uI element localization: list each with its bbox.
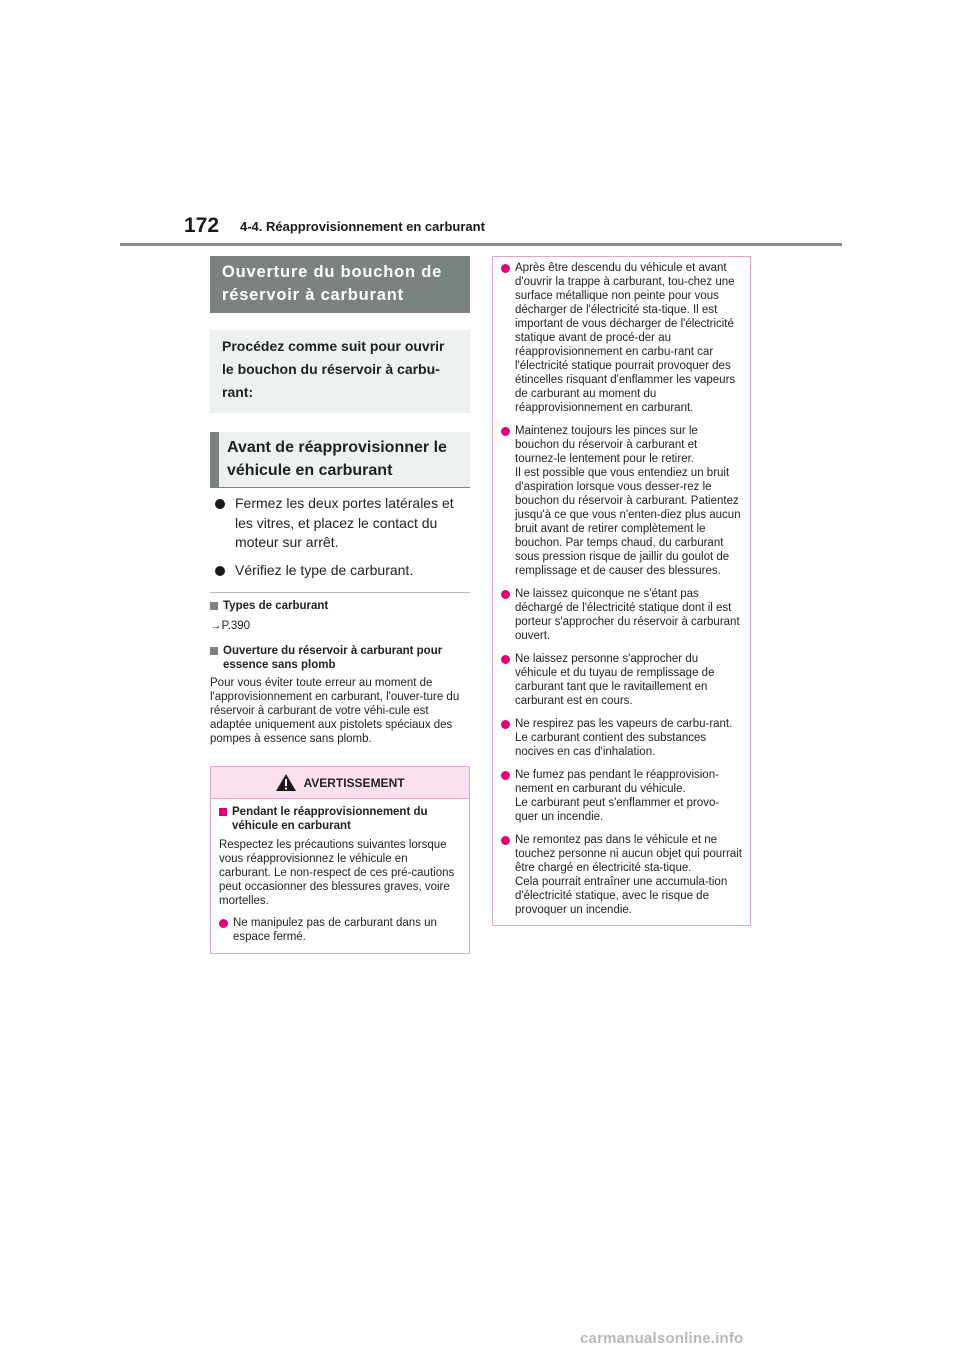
section-title: Ouverture du bouchon de réservoir à carburant <box>210 256 470 313</box>
warning-item-text: Ne fumez pas pendant le réapprovision-nement en carburant du véhicule. Le carburant peut s'enflammer et provo-quer un incendie. <box>515 769 720 823</box>
bullet-icon <box>501 655 510 664</box>
watermark-text: carmanualsonline.info <box>580 1330 744 1347</box>
square-bullet-icon <box>210 602 218 610</box>
warning-triangle-icon <box>275 773 297 792</box>
bullet-icon <box>501 836 510 845</box>
subsection-heading <box>210 432 470 488</box>
warning-item-text: Ne laissez quiconque ne s'étant pas déchargé de l'électricité statique dont il est porteur s'approcher du réservoir à carburant ouvert. <box>515 588 740 642</box>
bullet-icon <box>501 427 510 436</box>
bullet-text: Vérifiez le type de carburant. <box>235 561 414 578</box>
warning-title-row <box>219 805 461 833</box>
list-item <box>210 561 470 581</box>
bullet-icon <box>215 566 225 576</box>
warning-body: Respectez les précautions suivantes lorsque vous réapprovisionnez le véhicule en carburant. Le non-respect de ces pré-cautions peut occasionner des blessures graves, voire mortelles. <box>219 839 455 907</box>
note-title: Ouverture du réservoir à carburant pour essence sans plomb <box>223 645 443 671</box>
list-item <box>501 717 742 759</box>
left-column <box>210 256 470 954</box>
list-item <box>501 833 742 917</box>
bullet-icon <box>501 771 510 780</box>
list-item <box>501 768 742 824</box>
subsection-bar <box>210 432 219 487</box>
warning-item-text: Maintenez toujours les pinces sur le bouchon du réservoir à carburant et tournez-le lentement pour le retirer. Il est possible que vous entendiez un bruit d'aspiration lorsque vous desser-rez le bouchon du réservoir à carburant. Patientez jusqu'à ce que vous n'enten-diez plus aucun bruit avant de retirer complètement le bouchon. Par temps chaud, du carburant sous pression risque de jaillir du goulot de remplissage et de causer des blessures. <box>515 425 741 577</box>
note-body: Pour vous éviter toute erreur au moment de l'approvisionnement en carburant, l'ouver-ture du réservoir à carburant de votre véhi-cule est adaptée uniquement aux pistolets spéciaux des pompes à essence sans plomb. <box>210 677 460 745</box>
warning-item-text: Ne laissez personne s'approcher du véhicule et du tuyau de remplissage de carburant tant que le ravitaillement en carburant est en cours. <box>515 653 715 707</box>
bullet-icon <box>215 499 225 509</box>
square-bullet-icon <box>210 647 218 655</box>
list-item <box>210 494 470 553</box>
warning-content <box>211 799 469 953</box>
bullet-icon <box>501 264 510 273</box>
warning-header <box>211 767 469 799</box>
list-item <box>501 652 742 708</box>
list-item <box>501 261 742 415</box>
list-item <box>219 916 461 944</box>
note-heading <box>210 599 470 613</box>
warning-item-text: Ne manipulez pas de carburant dans un espace fermé. <box>233 917 437 943</box>
warning-item-text: Après être descendu du véhicule et avant d'ouvrir la trappe à carburant, tou-chez une surface métallique non peinte pour vous décharger de l'électricité sta-tique. Il est important de vous décharger de l'électricité statique avant de procé-der au réapprovisionnement en carbu-rant car l'électricité statique pourrait provoquer des étincelles risquant d'enflammer les vapeurs de carburant au moment du réapprovisionnement en carburant. <box>515 262 736 414</box>
page-number: 172 <box>184 214 220 237</box>
subsection-title: Avant de réapprovisionner le véhicule en carburant <box>219 432 470 487</box>
list-item <box>501 424 742 578</box>
page-reference-link[interactable]: →P.390 <box>210 620 251 632</box>
note-title: Types de carburant <box>223 600 329 612</box>
bullet-icon <box>501 590 510 599</box>
bullet-icon <box>219 919 228 928</box>
list-item <box>501 587 742 643</box>
warning-label: AVERTISSEMENT <box>303 775 405 790</box>
warning-box <box>210 766 470 954</box>
warning-item-text: Ne respirez pas les vapeurs de carbu-rant. Le carburant contient des substances nocives en cas d'inhalation. <box>515 718 733 758</box>
bullet-icon <box>501 720 510 729</box>
divider <box>210 592 470 593</box>
warning-item-text: Ne remontez pas dans le véhicule et ne touchez personne ni aucun objet qui pourrait être chargé en électricité sta-tique. Cela pourrait entraîner une accumula-tion d'électricité statique, avec le risque de provoquer un incendie. <box>515 834 742 916</box>
note-heading <box>210 644 470 672</box>
chapter-title: 4-4. Réapprovisionnement en carburant <box>240 219 485 234</box>
square-bullet-icon <box>219 808 227 816</box>
header-rule <box>120 243 842 246</box>
main-bullet-list <box>210 494 470 580</box>
right-column <box>492 256 751 926</box>
warning-box-continued <box>492 256 751 926</box>
intro-text: Procédez comme suit pour ouvrir le bouchon du réservoir à carbu-rant: <box>210 330 470 413</box>
bullet-text: Fermez les deux portes latérales et les vitres, et placez le contact du moteur sur arrêt. <box>235 495 454 550</box>
warning-title: Pendant le réapprovisionnement du véhicule en carburant <box>232 806 428 832</box>
